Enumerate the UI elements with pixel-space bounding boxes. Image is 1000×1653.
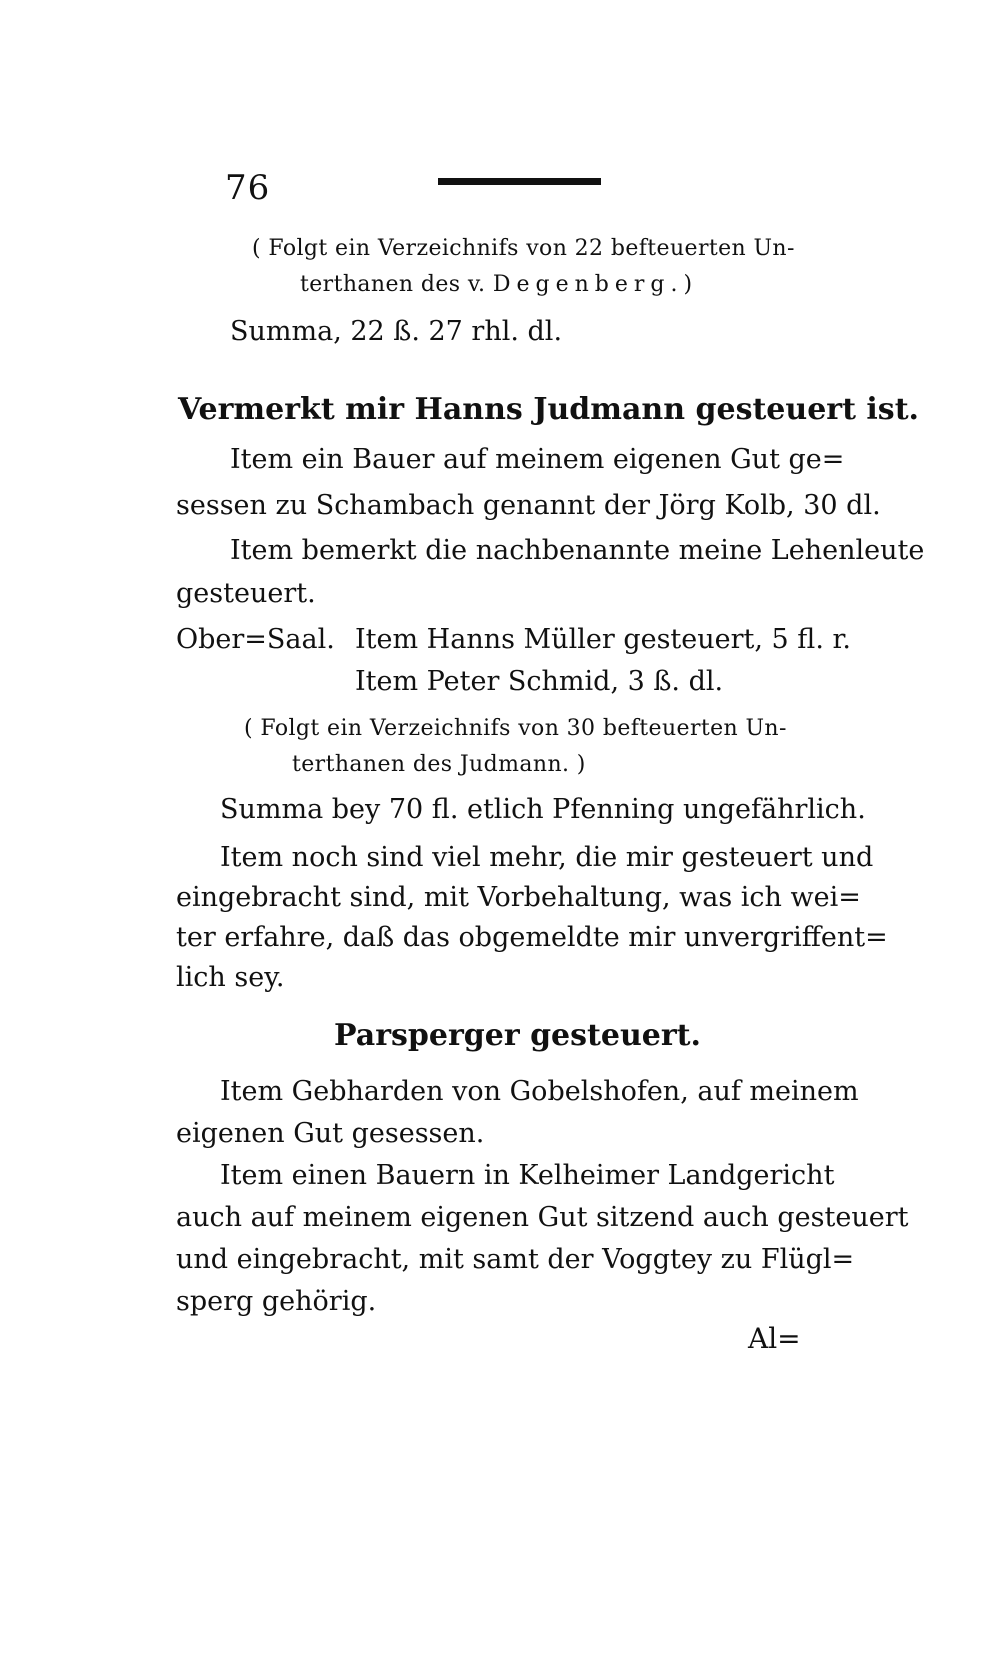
editor-note-line: ( Folgt ein Verzeichnifs von 22 befteuerten Un- [252, 236, 795, 261]
editor-note-line: terthanen des Judmann. ) [292, 752, 586, 777]
text-line: Item bemerkt die nachbenannte meine Lehenleute [230, 535, 925, 566]
text-line: und eingebracht, mit samt der Voggtey zu Flügl= [176, 1244, 855, 1275]
text-line: Item noch sind viel mehr, die mir gesteuert und [220, 842, 874, 873]
editor-note-line [300, 272, 692, 297]
text-line: lich sey. [176, 962, 285, 993]
text-line: Item einen Bauern in Kelheimer Landgericht [220, 1160, 835, 1191]
text-line: Item Hanns Müller gesteuert, 5 fl. r. [355, 624, 852, 655]
catchword: Al= [748, 1322, 801, 1355]
text-line: ter erfahre, daß das obgemeldte mir unvergriffent= [176, 922, 888, 953]
text-line: eigenen Gut gesessen. [176, 1118, 485, 1149]
text-line: Item Gebharden von Gobelshofen, auf meinem [220, 1076, 859, 1107]
note-name: Degenberg. [492, 272, 684, 297]
text-line: Item ein Bauer auf meinem eigenen Gut ge= [230, 444, 845, 475]
text-line: sperg gehörig. [176, 1286, 377, 1317]
editor-note-line: ( Folgt ein Verzeichnifs von 30 befteuerten Un- [244, 716, 787, 741]
section-heading: Parsperger gesteuert. [334, 1018, 701, 1053]
text-line: Item Peter Schmid, 3 ß. dl. [355, 666, 724, 697]
text-line: eingebracht sind, mit Vorbehaltung, was ich wei= [176, 882, 861, 913]
text-line: gesteuert. [176, 578, 316, 609]
section-heading: Vermerkt mir Hanns Judmann gesteuert ist. [178, 392, 919, 427]
place-name: Ober=Saal. [176, 624, 335, 655]
text-line: auch auf meinem eigenen Gut sitzend auch gesteuert [176, 1202, 909, 1233]
text-line: sessen zu Schambach genannt der Jörg Kolb, 30 dl. [176, 490, 881, 521]
page-number: 76 [225, 168, 271, 208]
note-text: terthanen des v. [300, 272, 486, 297]
summa-line: Summa, 22 ß. 27 rhl. dl. [230, 316, 563, 347]
header-rule [438, 178, 601, 185]
note-close: ) [683, 272, 693, 297]
summa-line: Summa bey 70 fl. etlich Pfenning ungefährlich. [220, 794, 866, 825]
